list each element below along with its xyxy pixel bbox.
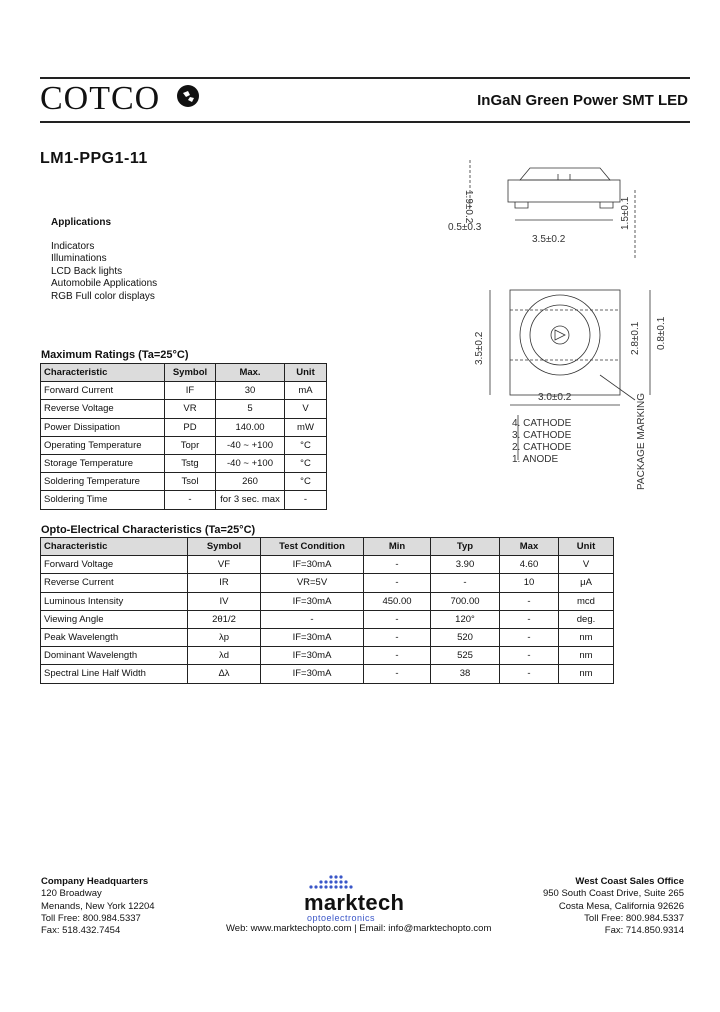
column-header: Typ — [431, 538, 500, 556]
cell: Forward Voltage — [41, 556, 188, 574]
cell: for 3 sec. max — [216, 491, 285, 509]
table-row — [41, 382, 327, 400]
cell: IF — [165, 382, 216, 400]
pin-label: 4. CATHODE — [512, 418, 572, 429]
cell: 520 — [431, 628, 500, 646]
application-item: Illuminations — [51, 253, 107, 265]
cell: °C — [285, 436, 327, 454]
application-item: LCD Back lights — [51, 265, 123, 277]
column-header: Max — [500, 538, 559, 556]
cell: - — [364, 574, 431, 592]
table-row — [41, 473, 327, 491]
application-item: Automobile Applications — [51, 278, 158, 290]
cell: nm — [559, 647, 614, 665]
cell: Luminous Intensity — [41, 592, 188, 610]
cell: nm — [559, 628, 614, 646]
table-row — [41, 628, 614, 646]
west-title: West Coast Sales Office — [575, 876, 684, 887]
marktech-dots-icon — [308, 873, 370, 891]
marktech-tagline: optoelectronics — [307, 913, 376, 923]
cell: V — [559, 556, 614, 574]
cell: VF — [188, 556, 261, 574]
header-bottom-rule — [40, 121, 690, 123]
table-row — [41, 647, 614, 665]
cell: 450.00 — [364, 592, 431, 610]
pin-label: 1. ANODE — [512, 454, 559, 465]
west-line: Fax: 714.850.9314 — [604, 925, 684, 937]
cell: IF=30mA — [261, 665, 364, 683]
cell: Spectral Line Half Width — [41, 665, 188, 683]
cell: VR=5V — [261, 574, 364, 592]
cell: 38 — [431, 665, 500, 683]
dim-height: 1.9±0.2 — [463, 190, 474, 224]
cell: μA — [559, 574, 614, 592]
hq-line: 120 Broadway — [41, 888, 102, 900]
cell: 10 — [500, 574, 559, 592]
cell: Δλ — [188, 665, 261, 683]
table-row — [41, 574, 614, 592]
cell: Soldering Temperature — [41, 473, 165, 491]
cell: Power Dissipation — [41, 418, 165, 436]
column-header: Characteristic — [41, 538, 188, 556]
cell: 260 — [216, 473, 285, 491]
max-ratings-title: Maximum Ratings (Ta=25°C) — [41, 349, 189, 361]
cell: Reverse Voltage — [41, 400, 165, 418]
hq-title: Company Headquarters — [41, 876, 149, 887]
dim-length: 3.5±0.2 — [474, 331, 485, 365]
cell: Dominant Wavelength — [41, 647, 188, 665]
column-header: Characteristic — [41, 364, 165, 382]
table-row — [41, 556, 614, 574]
table-row — [41, 610, 614, 628]
cell: 5 — [216, 400, 285, 418]
max-ratings-table — [40, 363, 327, 510]
application-item: Indicators — [51, 241, 95, 252]
dim-lens: 2.8±0.1 — [630, 321, 641, 355]
cell: Reverse Current — [41, 574, 188, 592]
cell: - — [500, 592, 559, 610]
marktech-logo: marktech — [304, 890, 405, 915]
cell: Tstg — [165, 454, 216, 472]
table-row — [41, 400, 327, 418]
cell: 30 — [216, 382, 285, 400]
table-row — [41, 592, 614, 610]
headquarters-block — [41, 876, 155, 937]
cotco-logo-icon — [176, 84, 200, 108]
column-header: Symbol — [165, 364, 216, 382]
applications-title: Applications — [51, 217, 112, 228]
application-item: RGB Full color displays — [51, 290, 155, 302]
cell: - — [261, 610, 364, 628]
cell: IF=30mA — [261, 647, 364, 665]
cell: °C — [285, 454, 327, 472]
cell: Forward Current — [41, 382, 165, 400]
column-header: Unit — [559, 538, 614, 556]
cell: Viewing Angle — [41, 610, 188, 628]
hq-line: Fax: 518.432.7454 — [41, 925, 121, 937]
part-number: LM1-PPG1-11 — [40, 150, 148, 167]
cell: IR — [188, 574, 261, 592]
hq-line: Menands, New York 12204 — [41, 900, 155, 912]
cell: mcd — [559, 592, 614, 610]
cell: - — [285, 491, 327, 509]
cell: Storage Temperature — [41, 454, 165, 472]
cell: mW — [285, 418, 327, 436]
cell: - — [431, 574, 500, 592]
cell: Operating Temperature — [41, 436, 165, 454]
opto-title: Opto-Electrical Characteristics (Ta=25°C) — [41, 524, 256, 536]
dim-pad: 0.8±0.1 — [656, 316, 667, 350]
table-row — [41, 665, 614, 683]
cell: - — [500, 610, 559, 628]
table-header-row — [41, 538, 614, 556]
cell: mA — [285, 382, 327, 400]
cell: IV — [188, 592, 261, 610]
cell: PD — [165, 418, 216, 436]
cell: Tsol — [165, 473, 216, 491]
cell: - — [500, 628, 559, 646]
pin-label: 3. CATHODE — [512, 430, 572, 441]
hq-line: Toll Free: 800.984.5337 — [41, 912, 141, 924]
cell: - — [364, 665, 431, 683]
opto-table — [40, 537, 614, 684]
cell: Peak Wavelength — [41, 628, 188, 646]
cell: 700.00 — [431, 592, 500, 610]
cell: - — [364, 647, 431, 665]
table-row — [41, 436, 327, 454]
cell: IF=30mA — [261, 628, 364, 646]
cell: Topr — [165, 436, 216, 454]
cell: - — [500, 665, 559, 683]
cotco-logo: COTCO — [40, 80, 161, 117]
column-header: Unit — [285, 364, 327, 382]
cell: deg. — [559, 610, 614, 628]
west-coast-block — [543, 876, 684, 937]
table-header-row — [41, 364, 327, 382]
cell: - — [165, 491, 216, 509]
web-email-line: Web: www.marktechopto.com | Email: info@marktechopto.com — [226, 923, 492, 934]
column-header: Symbol — [188, 538, 261, 556]
dim-body-width: 3.0±0.2 — [538, 392, 572, 403]
cell: - — [364, 628, 431, 646]
table-row — [41, 418, 327, 436]
column-header: Min — [364, 538, 431, 556]
cell: - — [364, 556, 431, 574]
dim-lead: 0.5±0.3 — [448, 222, 482, 233]
cell: λp — [188, 628, 261, 646]
cell: -40 ~ +100 — [216, 436, 285, 454]
cell: - — [364, 610, 431, 628]
cell: Soldering Time — [41, 491, 165, 509]
cell: 2θ1/2 — [188, 610, 261, 628]
dim-width: 3.5±0.2 — [532, 234, 566, 245]
product-title: InGaN Green Power SMT LED — [477, 92, 688, 109]
pin-label: 2. CATHODE — [512, 442, 572, 453]
top-rule — [40, 77, 690, 79]
cell: 120° — [431, 610, 500, 628]
cell: 3.90 — [431, 556, 500, 574]
west-line: 950 South Coast Drive, Suite 265 — [542, 888, 684, 900]
cell: °C — [285, 473, 327, 491]
cell: IF=30mA — [261, 556, 364, 574]
cell: IF=30mA — [261, 592, 364, 610]
table-row — [41, 454, 327, 472]
west-line: Costa Mesa, California 92626 — [558, 900, 684, 912]
cell: nm — [559, 665, 614, 683]
cell: V — [285, 400, 327, 418]
cell: VR — [165, 400, 216, 418]
cell: 140.00 — [216, 418, 285, 436]
column-header: Test Condition — [261, 538, 364, 556]
cell: -40 ~ +100 — [216, 454, 285, 472]
package-marking-note: PACKAGE MARKING — [636, 392, 647, 490]
cell: 525 — [431, 647, 500, 665]
applications-list — [51, 241, 157, 303]
west-line: Toll Free: 800.984.5337 — [584, 912, 684, 924]
table-row — [41, 491, 327, 509]
cell: 4.60 — [500, 556, 559, 574]
column-header: Max. — [216, 364, 285, 382]
cell: - — [500, 647, 559, 665]
package-drawing — [420, 150, 700, 490]
cell: λd — [188, 647, 261, 665]
dim-thickness: 1.5±0.1 — [620, 196, 631, 230]
